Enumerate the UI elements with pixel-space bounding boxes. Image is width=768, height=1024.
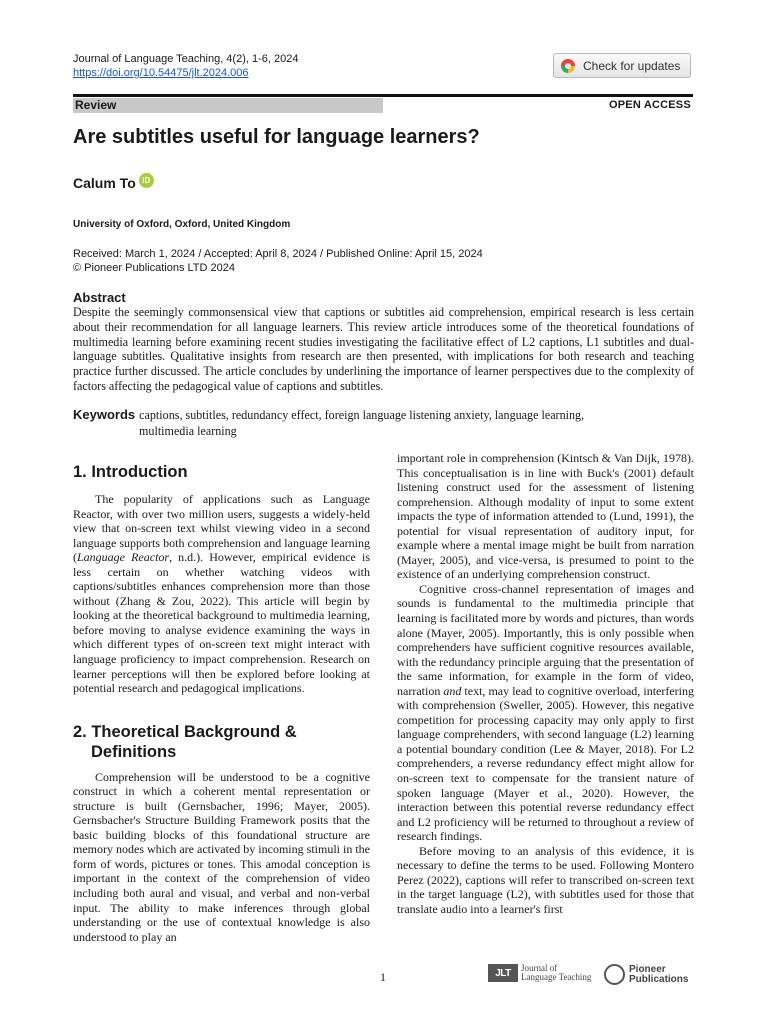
theory-paragraph: Comprehension will be understood to be a cognitive construct in which a coherent mental representation or structure is built (Gernsbacher, 1996; Mayer, 2005). Gernsbacher's Structure Building Framework posits that the basic building blocks of this foundational structure are memory nodes which are activated by incoming stimuli in the form of words, pictures or tones. This amodal conception is important in the context of the comprehension of video including both aural and visual, and verbal and non-verbal input. The ability to make inferences through global understanding or the use of contextual knowledge is also understood to play an xyxy=(73,769,370,944)
right-p2-text-b: text, may lead to cognitive overload, interfering with comprehension (Sweller, 2005). However, this negative competition for processing capacity may only apply to first language comprehenders, with second language (L2) learning a potential boundary condition (Lee & Mayer, 2018). For L2 comprehenders, a reverse redundancy effect might allow for on-screen text to compensate for the transient nature of spoken language (Mayer et al., 2020). However, the interaction between this potential reverse redundancy effect and L2 proficiency will be returned to throughout a review of research findings. xyxy=(397,683,694,844)
keywords-block xyxy=(73,406,633,439)
orcid-icon[interactable]: iD xyxy=(139,173,154,188)
jlt-logo-mark: JLT xyxy=(488,964,518,982)
abstract-heading: Abstract xyxy=(73,290,126,305)
pioneer-name-line2: Publications xyxy=(629,973,689,985)
intro-text-a: The popularity of applications such as Language Reactor, with over two million users, suggests a widely-held view that on-screen text whilst viewing video in a second language supports both comprehension and language learning ( xyxy=(73,492,370,565)
keywords-text: captions, subtitles, redundancy effect, foreign language listening anxiety, language learning, xyxy=(139,408,585,422)
right-p2-text-a: Cognitive cross-channel representation of images and sounds is fundamental to the multimedia principle that learning is facilitated more by words and pictures, than words alone (Mayer, 2005). Importantly, this is only possible when comprehenders have sufficient cognitive resources available, with the redundancy principle arguing that the presentation of the same information, for example in the form of video, narration xyxy=(397,581,694,698)
publication-dates: Received: March 1, 2024 / Accepted: April 8, 2024 / Published Online: April 15, 2024 xyxy=(73,248,483,260)
intro-text-b: , n.d.). However, empirical evidence is less certain on whether watching videos with captions/subtitles enhances comprehension more than those without (Zhang & Zou, 2022). This article will begin by looking at the theoretical background to multimedia learning, before moving to analyse evidence examining the ways in which different types of on-screen text might interact with language proficiency to impact comprehension. Research on learner perceptions will then be explored before looking at potential research and pedagogical implications. xyxy=(73,550,370,696)
pioneer-publications-logo xyxy=(604,964,688,985)
check-for-updates-button[interactable] xyxy=(553,53,691,78)
section-heading-theory xyxy=(73,722,370,762)
author-row xyxy=(73,175,154,191)
header-rule xyxy=(73,94,693,97)
left-column xyxy=(73,462,370,944)
jlt-logo xyxy=(488,964,591,982)
keywords-text-line2: multimedia learning xyxy=(139,424,237,438)
right-column xyxy=(397,451,694,917)
open-access-label: OPEN ACCESS xyxy=(609,99,691,111)
theory-heading-line2: Definitions xyxy=(91,742,177,761)
theory-heading-line1: 2. Theoretical Background & xyxy=(73,722,297,741)
article-title: Are subtitles useful for language learners? xyxy=(73,126,480,148)
right-paragraph-2 xyxy=(397,582,694,844)
page-number: 1 xyxy=(380,970,386,984)
jlt-name-line1: Journal of xyxy=(521,963,558,973)
pioneer-name-line1: Pioneer xyxy=(629,963,666,975)
author-affiliation: University of Oxford, Oxford, United Kingdom xyxy=(73,219,291,230)
section-heading-introduction: 1. Introduction xyxy=(73,463,188,481)
right-paragraph-3: Before moving to an analysis of this evidence, it is necessary to define the terms to be used. Following Montero Perez (2022), captions will refer to transcribed on-screen text in the target language (L2), with subtitles used for those that translate audio into a learner's first xyxy=(397,843,694,916)
pioneer-logo-icon xyxy=(604,964,625,985)
copyright-notice: © Pioneer Publications LTD 2024 xyxy=(73,262,235,274)
jlt-logo-name xyxy=(521,964,591,982)
journal-citation: Journal of Language Teaching, 4(2), 1-6, 2024 xyxy=(73,53,299,65)
jlt-name-line2: Language Teaching xyxy=(521,972,592,982)
right-p2-text-em: and xyxy=(443,683,462,698)
keywords-label: Keywords xyxy=(73,407,136,422)
pioneer-logo-name xyxy=(629,965,688,985)
check-updates-label: Check for updates xyxy=(583,58,681,73)
check-updates-icon xyxy=(560,58,576,74)
right-paragraph-1: important role in comprehension (Kintsch & Van Dijk, 1978). This conceptualisation is in line with Buck's (2001) default listening construct used for the assessment of listening comprehension. Although modality of input to some extent impacts the type of information attended to (Lund, 1991), the potential for visual representation of auditory input, for example where a mental image might be built from narration (Mayer, 2005), and vice-versa, is presumed to point to the existence of an underlying comprehension construct. xyxy=(397,451,694,582)
doi-link[interactable]: https://doi.org/10.54475/jlt.2024.006 xyxy=(73,67,249,79)
author-name: Calum To xyxy=(73,175,136,191)
article-type-bar: Review xyxy=(73,98,383,113)
intro-text-em: Language Reactor xyxy=(77,550,170,565)
abstract-text: Despite the seemingly commonsensical view that captions or subtitles aid comprehension, empirical research is less certain about their recommendation for all language learners. This review article introduces some of the theoretical foundations of multimedia learning before examining recent studies investigating the facilitative effect of L2 captions, L1 subtitles and dual-language subtitles. Qualitative insights from research are then presented, with implications for both research and teaching practice further discussed. The article concludes by underlining the importance of learner perspectives due to the complexity of factors affecting the pedagogical value of captions and subtitles. xyxy=(73,305,694,393)
intro-paragraph xyxy=(73,492,370,696)
